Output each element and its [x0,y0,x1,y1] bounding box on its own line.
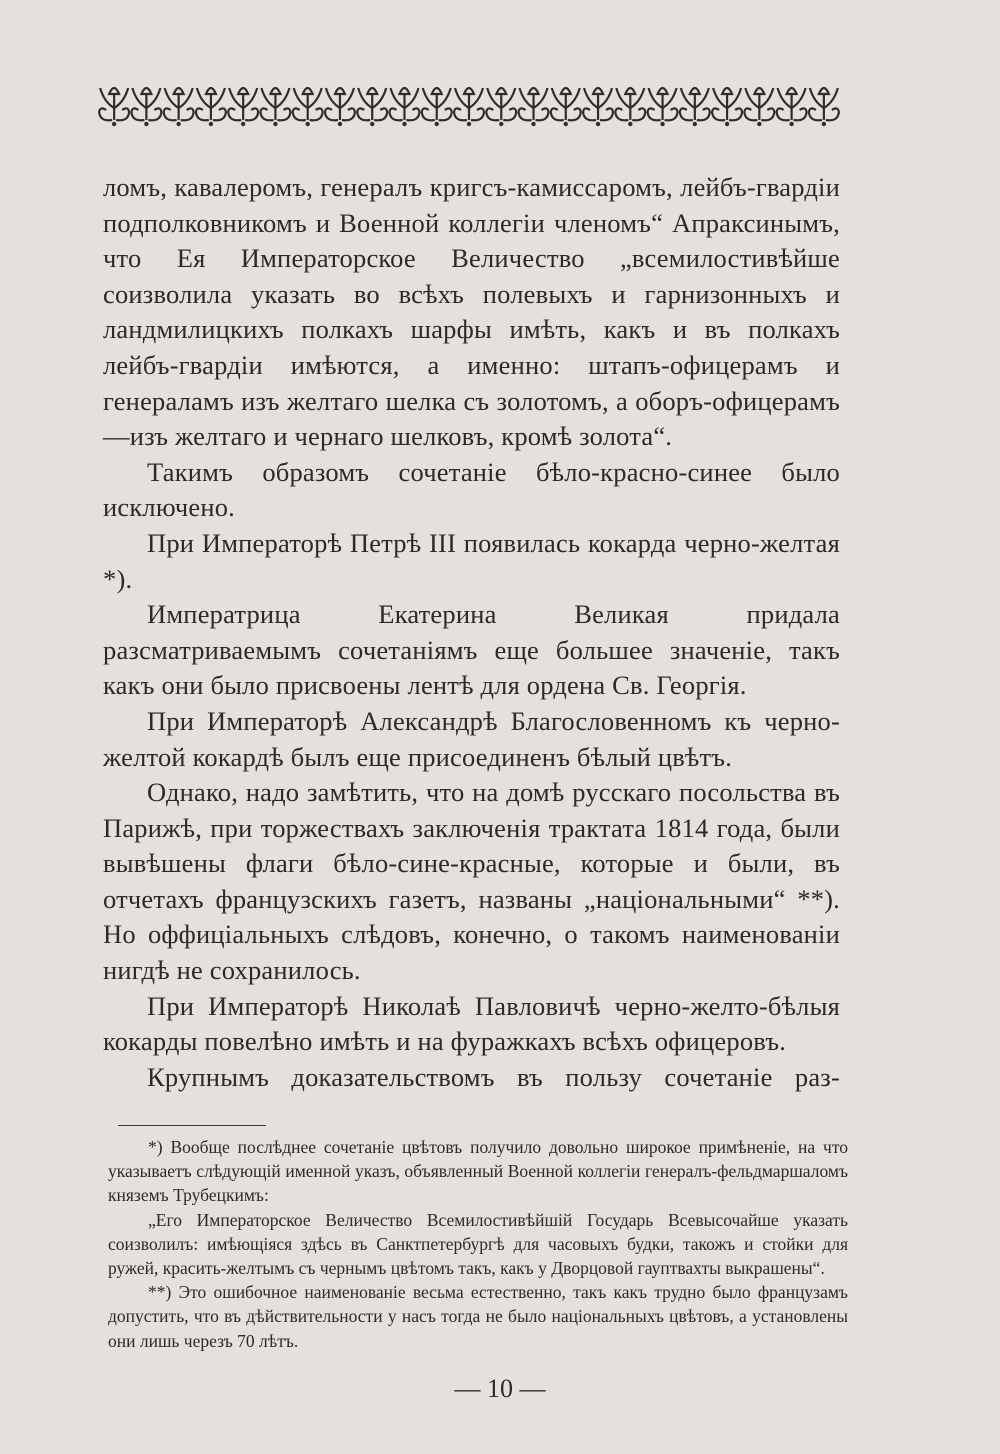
footnote-divider [118,1125,266,1126]
paragraph: При Императорѣ Александрѣ Благословенномъ къ черно-желтой кокардѣ былъ еще присоединенъ бѣлый цвѣтъ. [103,705,840,772]
paragraph: ломъ, кавалеромъ, генералъ кригсъ-камиссаромъ, лейбъ-гвардіи подполковникомъ и Военной коллегіи членомъ“ Апраксинымъ, что Ея Императорское Величество „всемилостивѣйше соизволила указать во всѣхъ полевыхъ и гарнизонныхъ и ландмилицкихъ полкахъ шарфы имѣть, какъ и въ полкахъ лейбъ-гвардіи имѣются, а именно: штапъ-офицерамъ и генераламъ изъ желтаго шелка съ золотомъ, а оборъ-офицерамъ—изъ желтаго и чернаго шелковъ, кромѣ золота“. [103,172,840,452]
footnote: **) Это ошибочное наименованіе весьма естественно, такъ какъ трудно было французамъ допустить, что въ дѣйствительности у насъ тогда не было національныхъ цвѣтовъ, а установлены они лишь черезъ 70 лѣтъ. [108,1282,848,1351]
paragraph: Однако, надо замѣтить, что на домѣ русскаго посольства въ Парижѣ, при торжествахъ заключенія трактата 1814 года, были вывѣшены флаги бѣло-сине-красные, которые и были, въ отчетахъ французскихъ газетъ, названы „національными“ **). Но оффиціальныхъ слѣдовъ, конечно, о такомъ наименованіи нигдѣ не сохранилось. [103,777,840,986]
paragraph: При Императорѣ Николаѣ Павловичѣ черно-желто-бѣлыя кокарды повелѣно имѣть и на фуражкахъ всѣхъ офицеровъ. [103,990,840,1057]
ornamental-border-icon [98,80,840,128]
page-number: — 10 — [454,1374,546,1403]
paragraph: Такимъ образомъ сочетаніе бѣло-красно-синее было исключено. [103,456,840,523]
paragraph: Императрица Екатерина Великая придала разсматриваемымъ сочетаніямъ еще большее значеніе, такъ какъ они было присвоены лентѣ для ордена Св. Георгія. [103,599,840,701]
paragraph: Крупнымъ доказательствомъ въ пользу сочетаніе раз- [147,1061,840,1092]
footnote: *) Вообще послѣднее сочетаніе цвѣтовъ получило довольно широкое примѣненіе, на что указываетъ слѣдующій именной указъ, объявленный Военной коллегіи генералъ-фельдмаршаломъ княземъ Трубецкимъ: [108,1137,848,1206]
footnotes [108,1135,848,1353]
footnote: „Его Императорское Величество Всемилостивѣйшій Государь Всевысочайше указать соизволилъ: имѣющіяся здѣсь въ Санктпетербургѣ для часовыхъ будки, такожъ и стойки для ружей, красить-желтымъ съ чернымъ цвѣтомъ такъ, какъ у Дворцовой гауптвахты выкрашены“. [108,1209,848,1279]
main-text [103,170,840,1095]
paragraph: При Императорѣ Петрѣ III появилась кокарда черно-желтая *). [103,527,840,594]
